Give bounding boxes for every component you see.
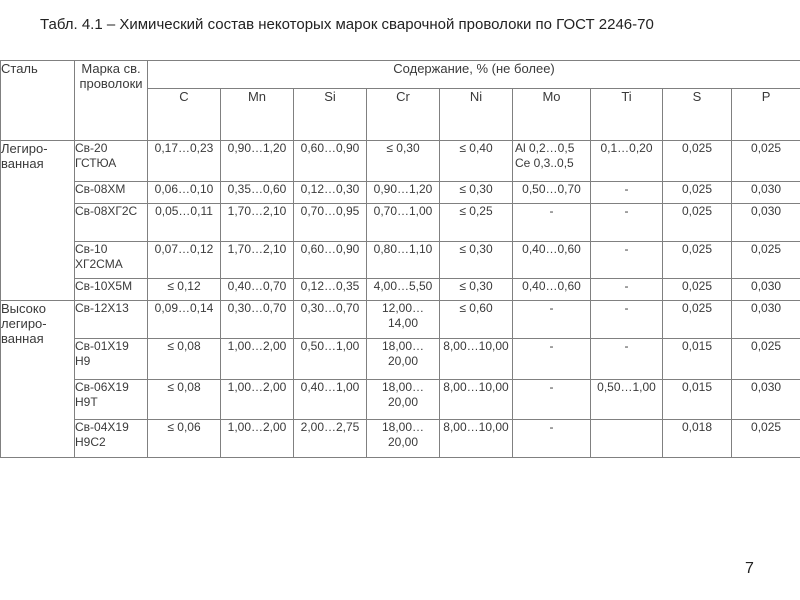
header-element: S [663, 89, 732, 141]
value-mn: 0,30…0,70 [221, 301, 294, 339]
value-mn: 1,00…2,00 [221, 380, 294, 420]
value-ni: ≤ 0,60 [440, 301, 513, 339]
value-ti: 0,50…1,00 [591, 380, 663, 420]
value-mo: - [513, 339, 591, 380]
value-mo: - [513, 204, 591, 242]
value-ti: - [591, 301, 663, 339]
value-c: 0,06…0,10 [148, 182, 221, 204]
header-element: Mo [513, 89, 591, 141]
value-si: 0,50…1,00 [294, 339, 367, 380]
table-caption: Табл. 4.1 – Химический состав некоторых марок сварочной проволоки по ГОСТ 2246-70 [40, 16, 654, 33]
value-s: 0,015 [663, 339, 732, 380]
value-p: 0,030 [732, 182, 800, 204]
value-ni: 8,00…10,00 [440, 420, 513, 458]
grade-cell: Св-08ХМ [75, 182, 148, 204]
value-mo: Al 0,2…0,5 Ce 0,3..0,5 [513, 141, 591, 182]
value-si: 2,00…2,75 [294, 420, 367, 458]
grade-cell: Св-08ХГ2С [75, 204, 148, 242]
value-cr: 18,00…20,00 [367, 420, 440, 458]
value-cr: 4,00…5,50 [367, 279, 440, 301]
value-mn: 0,90…1,20 [221, 141, 294, 182]
value-mo: - [513, 380, 591, 420]
value-p: 0,030 [732, 204, 800, 242]
table-row [1, 301, 800, 339]
table-row [1, 182, 800, 204]
value-ni: 8,00…10,00 [440, 339, 513, 380]
value-cr: 18,00…20,00 [367, 380, 440, 420]
value-mn: 0,40…0,70 [221, 279, 294, 301]
value-mn: 1,70…2,10 [221, 242, 294, 279]
value-s: 0,025 [663, 204, 732, 242]
group-high-alloyed: Высоко легиро-ванная [1, 301, 75, 458]
value-p: 0,030 [732, 279, 800, 301]
table-row [1, 380, 800, 420]
value-si: 0,30…0,70 [294, 301, 367, 339]
value-ti: - [591, 279, 663, 301]
header-element: Ni [440, 89, 513, 141]
table-row [1, 242, 800, 279]
value-s: 0,015 [663, 380, 732, 420]
grade-cell: Св-20 ГСТЮА [75, 141, 148, 182]
header-element: Mn [221, 89, 294, 141]
value-s: 0,025 [663, 182, 732, 204]
value-s: 0,025 [663, 301, 732, 339]
grade-cell: Св-06Х19 Н9Т [75, 380, 148, 420]
grade-cell: Св-12Х13 [75, 301, 148, 339]
value-p: 0,030 [732, 380, 800, 420]
value-ti: 0,1…0,20 [591, 141, 663, 182]
value-cr: 0,70…1,00 [367, 204, 440, 242]
table-row [1, 141, 800, 182]
value-cr: 0,90…1,20 [367, 182, 440, 204]
header-steel: Сталь [1, 61, 75, 141]
value-cr: 12,00…14,00 [367, 301, 440, 339]
table-row [1, 420, 800, 458]
page-number: 7 [745, 560, 754, 577]
table-row [1, 204, 800, 242]
value-si: 0,12…0,35 [294, 279, 367, 301]
value-ni: ≤ 0,40 [440, 141, 513, 182]
value-mo: 0,40…0,60 [513, 242, 591, 279]
value-cr: 18,00…20,00 [367, 339, 440, 380]
value-cr: ≤ 0,30 [367, 141, 440, 182]
value-mn: 1,00…2,00 [221, 420, 294, 458]
value-mo: 0,50…0,70 [513, 182, 591, 204]
header-element: Cr [367, 89, 440, 141]
value-si: 0,60…0,90 [294, 242, 367, 279]
value-ni: ≤ 0,30 [440, 279, 513, 301]
table-row [1, 339, 800, 380]
grade-cell: Св-04Х19 Н9С2 [75, 420, 148, 458]
grade-cell: Св-10Х5М [75, 279, 148, 301]
value-mo: - [513, 301, 591, 339]
value-ti: - [591, 242, 663, 279]
value-p: 0,025 [732, 242, 800, 279]
value-s: 0,025 [663, 141, 732, 182]
value-mn: 1,00…2,00 [221, 339, 294, 380]
value-ti: - [591, 339, 663, 380]
value-ni: 8,00…10,00 [440, 380, 513, 420]
value-ti: - [591, 204, 663, 242]
value-si: 0,40…1,00 [294, 380, 367, 420]
header-row [1, 61, 800, 89]
grade-cell: Св-10 ХГ2СМА [75, 242, 148, 279]
group-alloyed: Легиро-ванная [1, 141, 75, 301]
chemical-composition-table [0, 60, 800, 458]
value-c: ≤ 0,12 [148, 279, 221, 301]
value-si: 0,60…0,90 [294, 141, 367, 182]
value-c: 0,17…0,23 [148, 141, 221, 182]
value-c: ≤ 0,06 [148, 420, 221, 458]
value-mn: 0,35…0,60 [221, 182, 294, 204]
value-s: 0,018 [663, 420, 732, 458]
value-mo: 0,40…0,60 [513, 279, 591, 301]
value-c: 0,05…0,11 [148, 204, 221, 242]
header-grade: Марка св. проволоки [75, 61, 148, 141]
table-row [1, 279, 800, 301]
header-element: Si [294, 89, 367, 141]
value-ti [591, 420, 663, 458]
header-element: P [732, 89, 800, 141]
value-c: ≤ 0,08 [148, 339, 221, 380]
value-mn: 1,70…2,10 [221, 204, 294, 242]
value-p: 0,025 [732, 420, 800, 458]
value-si: 0,70…0,95 [294, 204, 367, 242]
value-ni: ≤ 0,25 [440, 204, 513, 242]
value-ti: - [591, 182, 663, 204]
header-content: Содержание, % (не более) [148, 61, 800, 89]
value-c: 0,07…0,12 [148, 242, 221, 279]
header-element: Ti [591, 89, 663, 141]
grade-cell: Св-01Х19 Н9 [75, 339, 148, 380]
value-c: ≤ 0,08 [148, 380, 221, 420]
value-ni: ≤ 0,30 [440, 242, 513, 279]
value-p: 0,030 [732, 301, 800, 339]
value-mo: - [513, 420, 591, 458]
value-s: 0,025 [663, 242, 732, 279]
value-si: 0,12…0,30 [294, 182, 367, 204]
value-s: 0,025 [663, 279, 732, 301]
header-element: C [148, 89, 221, 141]
value-c: 0,09…0,14 [148, 301, 221, 339]
value-p: 0,025 [732, 339, 800, 380]
value-cr: 0,80…1,10 [367, 242, 440, 279]
value-ni: ≤ 0,30 [440, 182, 513, 204]
value-p: 0,025 [732, 141, 800, 182]
